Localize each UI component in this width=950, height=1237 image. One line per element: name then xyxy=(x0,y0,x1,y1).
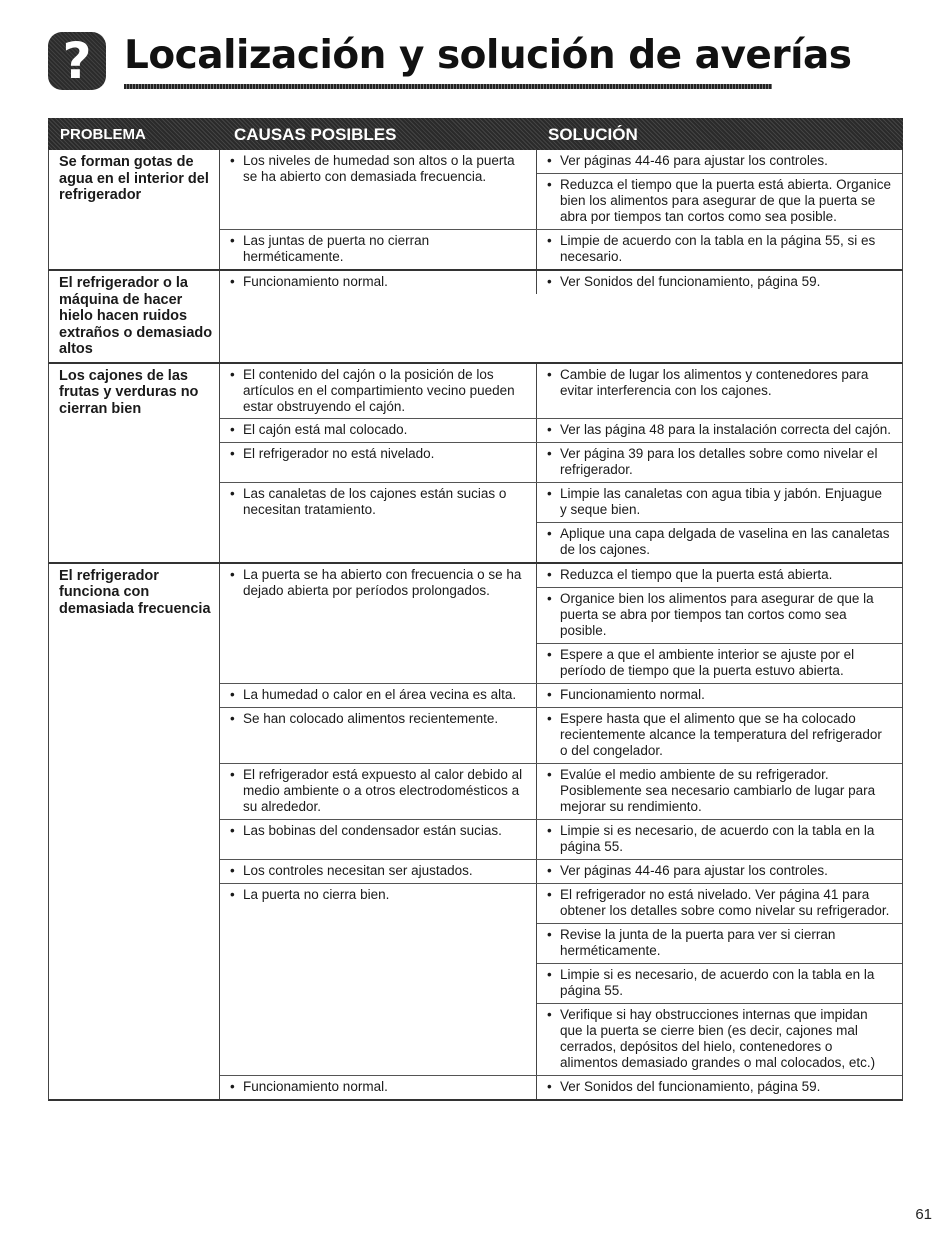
cause-item xyxy=(230,1079,528,1095)
cause-item xyxy=(230,486,528,518)
table-row xyxy=(220,230,902,269)
solution-item-text: Reduzca el tiempo que la puerta está abierta. xyxy=(560,566,833,582)
problem-group xyxy=(48,364,903,564)
cause-cell xyxy=(220,271,537,294)
solution-cell xyxy=(537,174,902,229)
cause-item-text: Los niveles de humedad son altos o la puerta se ha abierto con demasiada frecuencia. xyxy=(243,153,515,184)
solution-item xyxy=(547,967,892,999)
solution-cell xyxy=(537,684,902,707)
solution-item-text: Evalúe el medio ambiente de su refrigerador. Posiblemente sea necesario cambiarlo de lugar para mejorar su rendimiento. xyxy=(560,766,876,814)
column-header-problema: PROBLEMA xyxy=(60,126,146,143)
table-row xyxy=(220,443,902,483)
solution-item xyxy=(547,767,892,815)
cause-item xyxy=(230,233,528,265)
solution-cell xyxy=(537,443,902,482)
table-header xyxy=(48,118,903,150)
bullet-dot: • xyxy=(547,233,552,248)
table-row xyxy=(220,364,902,419)
solution-item-text: Limpie de acuerdo con la tabla en la página 55, si es necesario. xyxy=(560,233,876,264)
bullet-dot: • xyxy=(547,1006,552,1022)
problem-group xyxy=(48,271,903,364)
table-row xyxy=(220,419,902,443)
solution-item-text: El refrigerador no está nivelado. Ver página 41 para obtener los detalles sobre como nivelar su refrigerador. xyxy=(560,886,890,918)
column-header-causas: CAUSAS POSIBLES xyxy=(234,124,397,144)
solution-item-text: Espere a que el ambiente interior se ajuste por el período de tiempo que la puerta estuvo abierta. xyxy=(560,646,855,678)
solution-item xyxy=(547,887,892,919)
page-number: 61 xyxy=(915,1206,932,1223)
column-header-solucion: SOLUCIÓN xyxy=(548,124,638,144)
solution-list xyxy=(537,684,902,707)
title-underline xyxy=(124,84,772,89)
bullet-dot: • xyxy=(230,862,235,878)
cause-rows xyxy=(220,564,902,1099)
cause-item xyxy=(230,687,528,703)
bullet-dot: • xyxy=(230,822,235,838)
cause-item-text: La puerta se ha abierto con frecuencia o se ha dejado abierta por períodos prolongados. xyxy=(243,566,522,598)
bullet-dot: • xyxy=(547,966,552,982)
page-title: Localización y solución de averías xyxy=(124,33,852,78)
solution-item-text: Limpie las canaletas con agua tibia y jabón. Enjuague y seque bien. xyxy=(560,485,882,517)
cause-item-text: La puerta no cierra bien. xyxy=(243,886,390,902)
cause-item-text: Funcionamiento normal. xyxy=(243,274,388,289)
cause-cell xyxy=(220,443,537,482)
table-row xyxy=(220,708,902,764)
solution-list xyxy=(537,150,902,229)
solution-item-text: Ver Sonidos del funcionamiento, página 59. xyxy=(560,274,821,289)
solution-list xyxy=(537,443,902,482)
bullet-dot: • xyxy=(547,485,552,501)
cause-rows xyxy=(220,364,902,562)
bullet-dot: • xyxy=(230,886,235,902)
bullet-dot: • xyxy=(230,153,235,168)
solution-cell xyxy=(537,523,902,562)
problem-cell: El refrigerador funciona con demasiada frecuencia xyxy=(49,564,220,1099)
solution-item xyxy=(547,711,892,759)
solution-item-text: Espere hasta que el alimento que se ha colocado recientemente alcance la temperatura del refrigerador o del congelador. xyxy=(560,710,882,758)
solution-item-text: Ver Sonidos del funcionamiento, página 59. xyxy=(560,1078,821,1094)
solution-item xyxy=(547,486,892,518)
page-header xyxy=(48,28,908,98)
solution-cell xyxy=(537,230,902,269)
solution-list xyxy=(537,419,902,442)
bullet-dot: • xyxy=(547,366,552,382)
bullet-dot: • xyxy=(547,1078,552,1094)
bullet-dot: • xyxy=(230,1078,235,1094)
bullet-dot: • xyxy=(230,566,235,582)
table-row xyxy=(220,483,902,562)
table-row xyxy=(220,271,902,294)
cause-item-text: Las bobinas del condensador están sucias. xyxy=(243,822,502,838)
cause-item xyxy=(230,863,528,879)
problem-cell: El refrigerador o la máquina de hacer hielo hacen ruidos extraños o demasiado altos xyxy=(49,271,220,362)
solution-list xyxy=(537,1076,902,1099)
bullet-dot: • xyxy=(547,525,552,541)
solution-list xyxy=(537,884,902,1075)
bullet-dot: • xyxy=(547,822,552,838)
table-row xyxy=(220,820,902,860)
bullet-dot: • xyxy=(230,445,235,461)
solution-item-text: Revise la junta de la puerta para ver si cierran herméticamente. xyxy=(560,926,836,958)
solution-item-text: Ver páginas 44-46 para ajustar los controles. xyxy=(560,153,828,168)
solution-list xyxy=(537,483,902,562)
solution-cell xyxy=(537,708,902,763)
solution-item xyxy=(547,177,892,225)
cause-item xyxy=(230,367,528,415)
solution-item-text: Limpie si es necesario, de acuerdo con la tabla en la página 55. xyxy=(560,966,875,998)
solution-item-text: Ver las página 48 para la instalación correcta del cajón. xyxy=(560,421,891,437)
solution-cell xyxy=(537,1076,902,1099)
problem-group xyxy=(48,150,903,271)
cause-item xyxy=(230,422,528,438)
bullet-dot: • xyxy=(547,862,552,878)
cause-cell xyxy=(220,419,537,442)
cause-item xyxy=(230,823,528,839)
question-mark-icon: ? xyxy=(48,32,106,90)
solution-cell xyxy=(537,150,902,174)
solution-item xyxy=(547,153,892,169)
solution-item-text: Limpie si es necesario, de acuerdo con la tabla en la página 55. xyxy=(560,822,875,854)
solution-item xyxy=(547,823,892,855)
solution-item-text: Reduzca el tiempo que la puerta está abierta. Organice bien los alimentos para asegurar de que la puerta se abra por tiempos tan cortos como sea posible. xyxy=(560,177,891,224)
solution-cell xyxy=(537,644,902,683)
cause-item-text: El cajón está mal colocado. xyxy=(243,421,408,437)
cause-item-text: Se han colocado alimentos recientemente. xyxy=(243,710,499,726)
solution-list xyxy=(537,708,902,763)
cause-item xyxy=(230,274,528,290)
solution-item xyxy=(547,233,892,265)
solution-item xyxy=(547,927,892,959)
solution-cell xyxy=(537,764,902,819)
bullet-dot: • xyxy=(547,590,552,606)
solution-cell xyxy=(537,364,902,403)
bullet-dot: • xyxy=(547,566,552,582)
solution-cell xyxy=(537,564,902,588)
cause-cell xyxy=(220,884,537,1075)
solution-item xyxy=(547,367,892,399)
solution-item xyxy=(547,647,892,679)
cause-item xyxy=(230,567,528,599)
solution-list xyxy=(537,230,902,269)
solution-item xyxy=(547,446,892,478)
solution-item xyxy=(547,526,892,558)
table-row xyxy=(220,860,902,884)
cause-item-text: El refrigerador no está nivelado. xyxy=(243,445,435,461)
problem-group xyxy=(48,564,903,1101)
cause-rows xyxy=(220,150,902,269)
solution-list xyxy=(537,364,902,418)
table-row xyxy=(220,764,902,820)
bullet-dot: • xyxy=(547,646,552,662)
solution-item-text: Funcionamiento normal. xyxy=(560,686,705,702)
bullet-dot: • xyxy=(230,686,235,702)
solution-cell xyxy=(537,884,902,924)
cause-cell xyxy=(220,860,537,883)
cause-cell xyxy=(220,764,537,819)
solution-cell xyxy=(537,820,902,859)
cause-item-text: La humedad o calor en el área vecina es alta. xyxy=(243,686,517,702)
solution-cell xyxy=(537,419,902,442)
bullet-dot: • xyxy=(547,766,552,782)
solution-list xyxy=(537,860,902,883)
bullet-dot: • xyxy=(547,153,552,168)
cause-item-text: El refrigerador está expuesto al calor debido al medio ambiente o a otros electrodomésticos a su alrededor. xyxy=(243,766,523,814)
cause-cell xyxy=(220,684,537,707)
cause-cell xyxy=(220,820,537,859)
cause-cell xyxy=(220,708,537,763)
solution-item xyxy=(547,591,892,639)
bullet-dot: • xyxy=(547,445,552,461)
solution-list xyxy=(537,564,902,683)
cause-item xyxy=(230,153,528,185)
bullet-dot: • xyxy=(547,710,552,726)
bullet-dot: • xyxy=(547,177,552,192)
table-row xyxy=(220,684,902,708)
bullet-dot: • xyxy=(230,421,235,437)
table-row xyxy=(220,884,902,1076)
solution-item xyxy=(547,274,892,290)
problem-cell: Se forman gotas de agua en el interior del refrigerador xyxy=(49,150,220,269)
cause-item xyxy=(230,887,528,903)
solution-item-text: Organice bien los alimentos para asegurar de que la puerta se abra por tiempos tan cortos como sea posible. xyxy=(560,590,874,638)
bullet-dot: • xyxy=(547,926,552,942)
solution-item xyxy=(547,1079,892,1095)
bullet-dot: • xyxy=(547,274,552,289)
solution-item xyxy=(547,422,892,438)
solution-item-text: Verifique si hay obstrucciones internas que impidan que la puerta se cierre bien (es decir, cajones mal cerrados, depósitos del hielo, contenedores o alimentos demasiado grandes o mal colocados, etc.) xyxy=(560,1006,876,1070)
table-body xyxy=(48,150,903,1101)
table-row xyxy=(220,150,902,230)
cause-item-text: Funcionamiento normal. xyxy=(243,1078,388,1094)
troubleshooting-table xyxy=(48,118,903,1101)
solution-cell xyxy=(537,1004,902,1075)
solution-list xyxy=(537,271,902,294)
solution-cell xyxy=(537,860,902,883)
cause-item-text: Las juntas de puerta no cierran herméticamente. xyxy=(243,233,430,264)
bullet-dot: • xyxy=(230,766,235,782)
bullet-dot: • xyxy=(547,421,552,437)
solution-cell xyxy=(537,483,902,523)
cause-item xyxy=(230,767,528,815)
bullet-dot: • xyxy=(547,886,552,902)
solution-list xyxy=(537,764,902,819)
solution-item xyxy=(547,567,892,583)
bullet-dot: • xyxy=(230,233,235,248)
bullet-dot: • xyxy=(547,686,552,702)
solution-cell xyxy=(537,924,902,964)
cause-cell xyxy=(220,230,537,269)
solution-cell xyxy=(537,964,902,1004)
solution-item-text: Cambie de lugar los alimentos y contenedores para evitar interferencia con los cajones. xyxy=(560,366,869,398)
cause-item xyxy=(230,446,528,462)
cause-cell xyxy=(220,483,537,562)
cause-item-text: El contenido del cajón o la posición de los artículos en el compartimiento vecino pueden estar obstruyendo el cajón. xyxy=(243,366,515,414)
bullet-dot: • xyxy=(230,485,235,501)
solution-item-text: Aplique una capa delgada de vaselina en las canaletas de los cajones. xyxy=(560,525,890,557)
problem-cell: Los cajones de las frutas y verduras no cierran bien xyxy=(49,364,220,562)
solution-item-text: Ver página 39 para los detalles sobre como nivelar el refrigerador. xyxy=(560,445,878,477)
table-row xyxy=(220,564,902,684)
cause-cell xyxy=(220,150,537,229)
table-row xyxy=(220,1076,902,1099)
solution-item xyxy=(547,687,892,703)
bullet-dot: • xyxy=(230,366,235,382)
bullet-dot: • xyxy=(230,274,235,289)
cause-cell xyxy=(220,364,537,418)
cause-cell xyxy=(220,1076,537,1099)
solution-item xyxy=(547,1007,892,1071)
solution-cell xyxy=(537,588,902,644)
cause-item-text: Las canaletas de los cajones están sucias o necesitan tratamiento. xyxy=(243,485,507,517)
cause-rows xyxy=(220,271,902,362)
solution-cell xyxy=(537,271,902,294)
cause-item xyxy=(230,711,528,727)
bullet-dot: • xyxy=(230,710,235,726)
cause-cell xyxy=(220,564,537,683)
solution-item-text: Ver páginas 44-46 para ajustar los controles. xyxy=(560,862,828,878)
cause-item-text: Los controles necesitan ser ajustados. xyxy=(243,862,473,878)
solution-item xyxy=(547,863,892,879)
solution-list xyxy=(537,820,902,859)
